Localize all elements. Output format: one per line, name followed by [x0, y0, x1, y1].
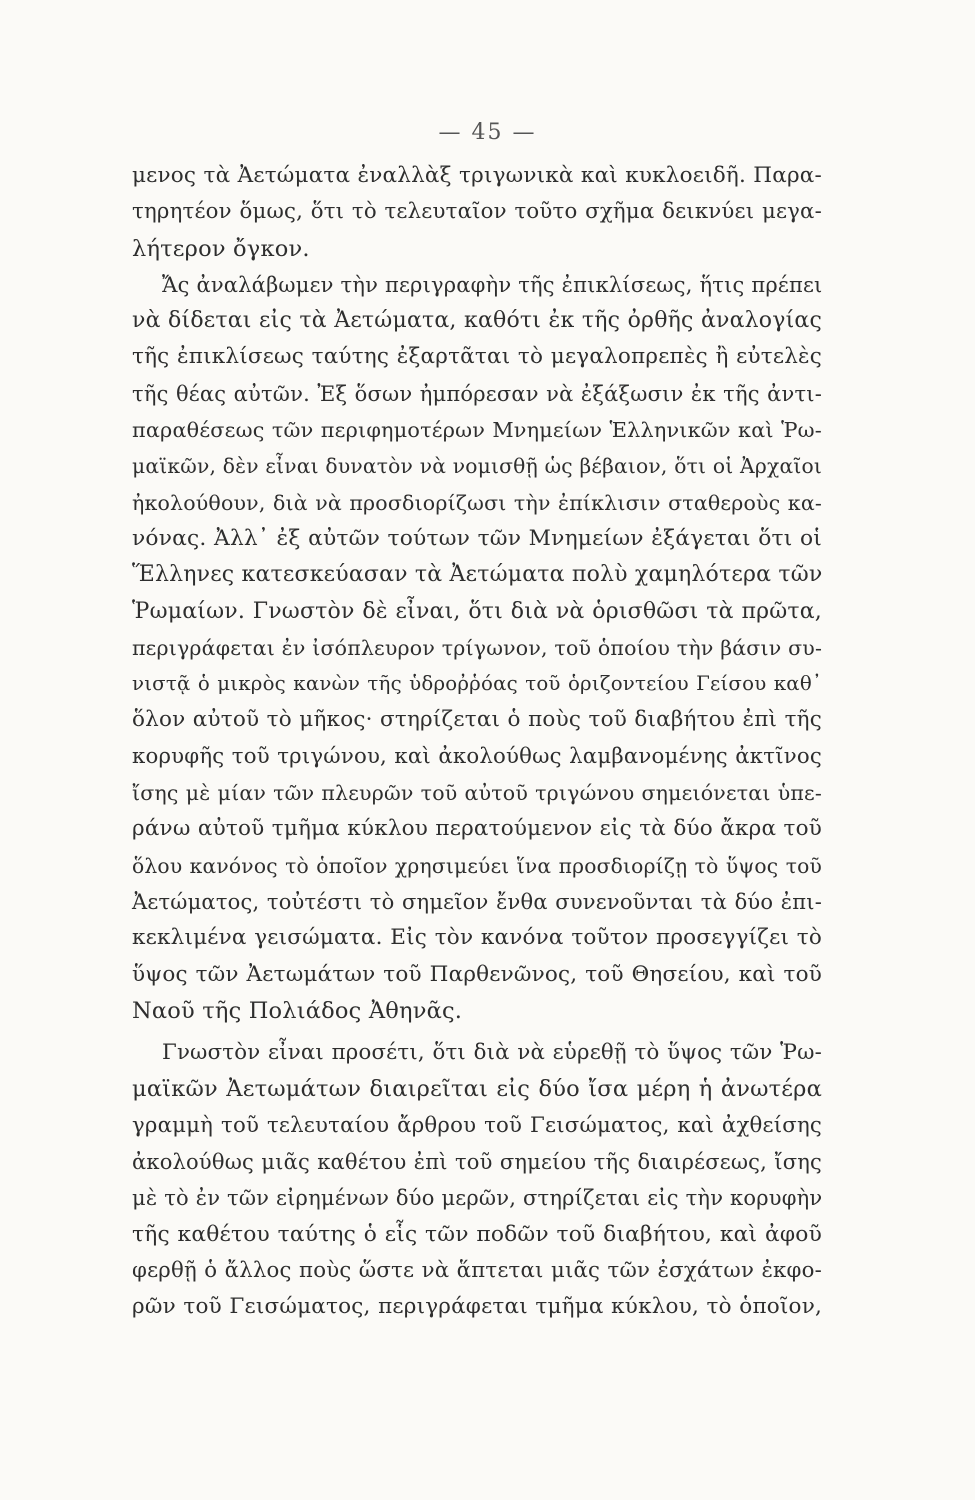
text-line: κορυφῆς τοῦ τριγώνου, καὶ ἀκολούθως λαμβανομένης ἀκτῖνος — [132, 743, 822, 769]
text-line: μαϊκῶν Ἀετωμάτων διαιρεῖται εἰς δύο ἴσα μέρη ἡ ἀνωτέρα — [132, 1076, 822, 1103]
text-line: τῆς ἐπικλίσεως ταύτης ἐξαρτᾶται τὸ μεγαλοπρεπὲς ἢ εὐτελὲς — [132, 344, 822, 370]
text-line: Ναοῦ τῆς Πολιάδος Ἀθηνᾶς. — [132, 997, 463, 1024]
text-line: ὅλον αὐτοῦ τὸ μῆκος· στηρίζεται ὁ ποὺς τοῦ διαβήτου ἐπὶ τῆς — [132, 707, 822, 733]
text-line: μὲ τὸ ἐν τῶν εἰρημένων δύο μερῶν, στηρίζεται εἰς τὴν κορυφὴν — [132, 1186, 823, 1211]
text-line: τῆς θέας αὐτῶν. Ἐξ ὅσων ἠμπόρεσαν νὰ ἐξάξωσιν ἐκ τῆς ἀντι- — [132, 381, 822, 406]
text-line: γραμμὴ τοῦ τελευταίου ἄρθρου τοῦ Γεισώματος, καὶ ἀχθείσης — [132, 1112, 822, 1138]
text-line: κεκλιμένα γεισώματα. Εἰς τὸν κανόνα τοῦτον προσεγγίζει τὸ — [132, 925, 822, 951]
text-line: λήτερον ὄγκον. — [132, 235, 310, 262]
text-line: ράνω αὐτοῦ τμῆμα κύκλου περατούμενον εἰς τὰ δύο ἄκρα τοῦ — [132, 816, 822, 842]
text-line: ὕψος τῶν Ἀετωμάτων τοῦ Παρθενῶνος, τοῦ Θησείου, καὶ τοῦ — [132, 961, 822, 987]
text-line: ἀκολούθως μιᾶς καθέτου ἐπὶ τοῦ σημείου τῆς διαιρέσεως, ἴσης — [132, 1150, 822, 1175]
text-line: νιστᾷ ὁ μικρὸς κανὼν τῆς ὑδροῤῥόας τοῦ ὁριζοντείου Γείσου καθ᾽ — [132, 672, 822, 696]
text-line: παραθέσεως τῶν περιφημοτέρων Μνημείων Ἑλληνικῶν καὶ Ῥω- — [132, 418, 822, 443]
text-line: νόνας. Ἀλλ᾽ ἐξ αὐτῶν τούτων τῶν Μνημείων ἐξάγεται ὅτι οἱ — [132, 525, 822, 551]
text-line: Ἀετώματος, τοὐτέστι τὸ σημεῖον ἔνθα συνενοῦνται τὰ δύο ἐπι- — [132, 889, 822, 914]
text-line: Γνωστὸν εἶναι προσέτι, ὅτι διὰ νὰ εὑρεθῇ τὸ ὕψος τῶν Ῥω- — [162, 1040, 822, 1066]
text-line: περιγράφεται ἐν ἰσόπλευρον τρίγωνον, τοῦ ὁποίου τὴν βάσιν συ- — [132, 635, 823, 660]
text-line: Ἄς ἀναλάβωμεν τὴν περιγραφὴν τῆς ἐπικλίσεως, ἥτις πρέπει — [162, 272, 823, 297]
text-line: νὰ δίδεται εἰς τὰ Ἀετώματα, καθότι ἐκ τῆς ὀρθῆς ἀναλογίας — [132, 308, 822, 334]
text-line: μαϊκῶν, δὲν εἶναι δυνατὸν νὰ νομισθῇ ὡς βέβαιον, ὅτι οἱ Ἀρχαῖοι — [132, 454, 822, 479]
text-line: φερθῇ ὁ ἄλλος ποὺς ὥστε νὰ ἅπτεται μιᾶς τῶν ἐσχάτων ἐκφο- — [132, 1257, 822, 1283]
text-line: Ῥωμαίων. Γνωστὸν δὲ εἶναι, ὅτι διὰ νὰ ὁρισθῶσι τὰ πρῶτα, — [132, 598, 822, 624]
text-line: τηρητέον ὅμως, ὅτι τὸ τελευταῖον τοῦτο σχῆμα δεικνύει μεγα- — [132, 199, 822, 225]
page-number: — 45 — — [438, 120, 537, 145]
text-line: μενος τὰ Ἀετώματα ἐναλλὰξ τριγωνικὰ καὶ κυκλοειδῆ. Παρα- — [132, 163, 822, 188]
paragraph-1 — [132, 158, 822, 267]
text-line: Ἕλληνες κατεσκεύασαν τὰ Ἀετώματα πολὺ χαμηλότερα τῶν — [132, 562, 823, 588]
text-line: ρῶν τοῦ Γεισώματος, περιγράφεται τμῆμα κύκλου, τὸ ὁποῖον, — [132, 1294, 822, 1320]
paragraph-3 — [132, 1035, 822, 1325]
paragraph-2 — [132, 267, 822, 1029]
text-line: ἠκολούθουν, διὰ νὰ προσδιορίζωσι τὴν ἐπίκλισιν σταθεροὺς κα- — [132, 490, 822, 515]
body-text — [132, 158, 822, 1326]
text-line: ὅλου κανόνος τὸ ὁποῖον χρησιμεύει ἵνα προσδιορίζῃ τὸ ὕψος τοῦ — [132, 853, 822, 878]
text-line: τῆς καθέτου ταύτης ὁ εἷς τῶν ποδῶν τοῦ διαβήτου, καὶ ἀφοῦ — [132, 1221, 822, 1247]
text-line: ἴσης μὲ μίαν τῶν πλευρῶν τοῦ αὐτοῦ τριγώνου σημειόνεται ὑπε- — [132, 781, 822, 806]
